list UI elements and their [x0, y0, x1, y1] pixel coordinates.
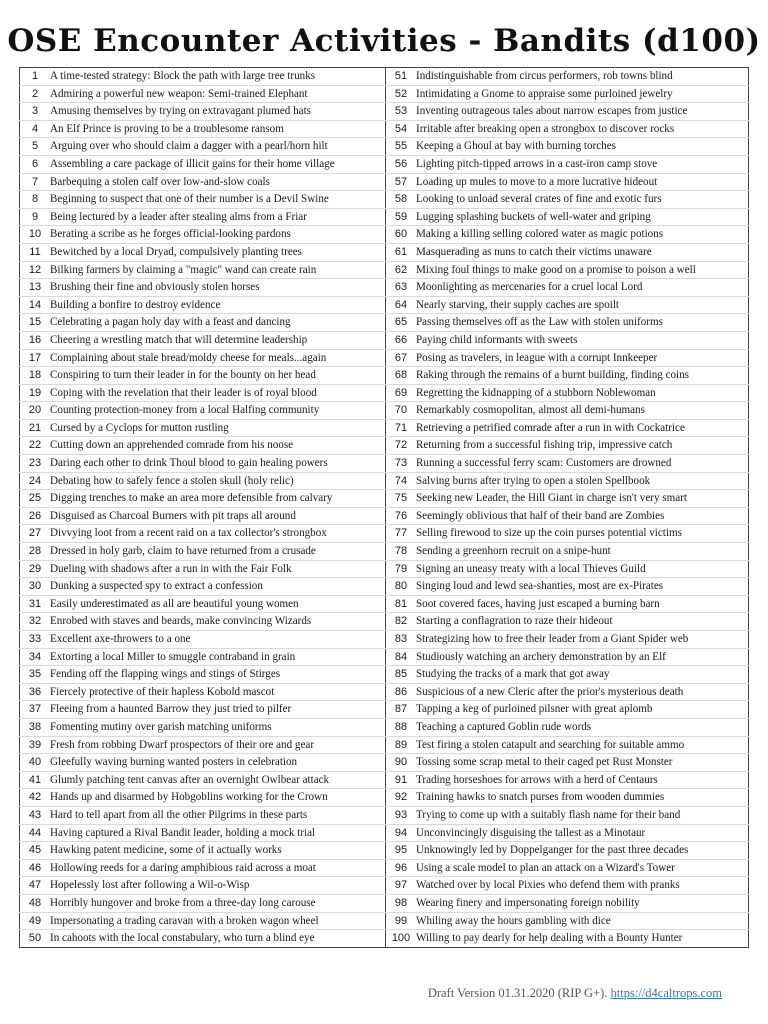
activity-text: Easily underestimated as all are beautiful young women	[50, 595, 386, 613]
roll-number: 63	[386, 279, 417, 297]
activity-text: Dueling with shadows after a run in with the Fair Folk	[50, 560, 386, 578]
roll-number: 96	[386, 859, 417, 877]
roll-number: 30	[20, 578, 51, 596]
table-row	[20, 842, 749, 860]
activity-text: Barbequing a stolen calf over low-and-slow coals	[50, 173, 386, 191]
roll-number: 10	[20, 226, 51, 244]
activity-text: Suspicious of a new Cleric after the prior's mysterious death	[416, 683, 749, 701]
table-row	[20, 120, 749, 138]
activity-text: Celebrating a pagan holy day with a feast and dancing	[50, 314, 386, 332]
activity-text: Indistinguishable from circus performers, rob towns blind	[416, 68, 749, 86]
activity-text: Daring each other to drink Thoul blood to gain healing powers	[50, 455, 386, 473]
page-title: OSE Encounter Activities - Bandits (d100)	[7, 23, 761, 59]
roll-number: 15	[20, 314, 51, 332]
roll-number: 46	[20, 859, 51, 877]
activity-text: Cursed by a Cyclops for mutton rustling	[50, 419, 386, 437]
roll-number: 57	[386, 173, 417, 191]
roll-number: 68	[386, 367, 417, 385]
activity-text: Counting protection-money from a local Halfing community	[50, 402, 386, 420]
roll-number: 26	[20, 507, 51, 525]
activity-text: Running a successful ferry scam: Customers are drowned	[416, 455, 749, 473]
activity-text: Sending a greenhorn recruit on a snipe-hunt	[416, 543, 749, 561]
table-row	[20, 912, 749, 930]
activity-text: Gleefully waving burning wanted posters in celebration	[50, 754, 386, 772]
activity-text: Digging trenches to make an area more defensible from calvary	[50, 490, 386, 508]
roll-number: 97	[386, 877, 417, 895]
activity-text: Glumly patching tent canvas after an overnight Owlbear attack	[50, 771, 386, 789]
activity-text: Intimidating a Gnome to appraise some purloined jewelry	[416, 85, 749, 103]
activity-text: Hawking patent medicine, some of it actually works	[50, 842, 386, 860]
activity-text: Bewitched by a local Dryad, compulsively planting trees	[50, 243, 386, 261]
activity-text: Irritable after breaking open a strongbox to discover rocks	[416, 120, 749, 138]
table-row	[20, 806, 749, 824]
roll-number: 81	[386, 595, 417, 613]
table-row	[20, 226, 749, 244]
table-row	[20, 648, 749, 666]
activity-text: Hard to tell apart from all the other Pilgrims in these parts	[50, 806, 386, 824]
roll-number: 9	[20, 208, 51, 226]
roll-number: 75	[386, 490, 417, 508]
roll-number: 58	[386, 191, 417, 209]
roll-number: 83	[386, 631, 417, 649]
roll-number: 98	[386, 894, 417, 912]
activity-text: Using a scale model to plan an attack on a Wizard's Tower	[416, 859, 749, 877]
activity-text: Retrieving a petrified comrade after a run in with Cockatrice	[416, 419, 749, 437]
activity-text: Selling firewood to size up the coin purses potential victims	[416, 525, 749, 543]
activity-text: Extorting a local Miller to smuggle contraband in grain	[50, 648, 386, 666]
roll-number: 44	[20, 824, 51, 842]
table-row	[20, 173, 749, 191]
table-row	[20, 419, 749, 437]
activity-text: Paying child informants with sweets	[416, 331, 749, 349]
activity-text: Building a bonfire to destroy evidence	[50, 296, 386, 314]
roll-number: 99	[386, 912, 417, 930]
table-row	[20, 930, 749, 948]
roll-number: 60	[386, 226, 417, 244]
activity-text: Hands up and disarmed by Hobgoblins working for the Crown	[50, 789, 386, 807]
activity-text: Disguised as Charcoal Burners with pit traps all around	[50, 507, 386, 525]
roll-number: 29	[20, 560, 51, 578]
roll-number: 20	[20, 402, 51, 420]
table-row	[20, 85, 749, 103]
table-row	[20, 701, 749, 719]
activity-text: Mixing foul things to make good on a promise to poison a well	[416, 261, 749, 279]
table-row	[20, 472, 749, 490]
roll-number: 86	[386, 683, 417, 701]
activity-text: Unknowingly led by Doppelganger for the past three decades	[416, 842, 749, 860]
roll-number: 93	[386, 806, 417, 824]
roll-number: 4	[20, 120, 51, 138]
activity-text: Debating how to safely fence a stolen skull (holy relic)	[50, 472, 386, 490]
roll-number: 24	[20, 472, 51, 490]
table-row	[20, 894, 749, 912]
roll-number: 77	[386, 525, 417, 543]
roll-number: 88	[386, 718, 417, 736]
roll-number: 49	[20, 912, 51, 930]
activity-text: Looking to unload several crates of fine and exotic furs	[416, 191, 749, 209]
activity-text: Whiling away the hours gambling with dice	[416, 912, 749, 930]
activity-text: Being lectured by a leader after stealing alms from a Friar	[50, 208, 386, 226]
roll-number: 25	[20, 490, 51, 508]
roll-number: 65	[386, 314, 417, 332]
roll-number: 51	[386, 68, 417, 86]
activity-text: Studiously watching an archery demonstration by an Elf	[416, 648, 749, 666]
roll-number: 19	[20, 384, 51, 402]
roll-number: 8	[20, 191, 51, 209]
activity-text: Moonlighting as mercenaries for a cruel local Lord	[416, 279, 749, 297]
activity-text: Brushing their fine and obviously stolen horses	[50, 279, 386, 297]
roll-number: 54	[386, 120, 417, 138]
table-row	[20, 771, 749, 789]
table-row	[20, 437, 749, 455]
table-row	[20, 68, 749, 86]
table-row	[20, 367, 749, 385]
roll-number: 89	[386, 736, 417, 754]
roll-number: 56	[386, 155, 417, 173]
table-row	[20, 595, 749, 613]
roll-number: 31	[20, 595, 51, 613]
activity-text: Starting a conflagration to raze their hideout	[416, 613, 749, 631]
roll-number: 1	[20, 68, 51, 86]
encounter-table	[19, 67, 749, 948]
table-row	[20, 613, 749, 631]
table-row	[20, 666, 749, 684]
activity-text: Fresh from robbing Dwarf prospectors of their ore and gear	[50, 736, 386, 754]
table-row	[20, 877, 749, 895]
roll-number: 41	[20, 771, 51, 789]
activity-text: Seeking new Leader, the Hill Giant in charge isn't very smart	[416, 490, 749, 508]
roll-number: 100	[386, 930, 417, 948]
roll-number: 79	[386, 560, 417, 578]
table-row	[20, 683, 749, 701]
activity-text: Having captured a Rival Bandit leader, holding a mock trial	[50, 824, 386, 842]
activity-text: Raking through the remains of a burnt building, finding coins	[416, 367, 749, 385]
table-row	[20, 384, 749, 402]
roll-number: 28	[20, 543, 51, 561]
activity-text: Teaching a captured Goblin rude words	[416, 718, 749, 736]
roll-number: 64	[386, 296, 417, 314]
activity-text: Fiercely protective of their hapless Kobold mascot	[50, 683, 386, 701]
roll-number: 14	[20, 296, 51, 314]
activity-text: Hollowing reeds for a daring amphibious raid across a moat	[50, 859, 386, 877]
roll-number: 33	[20, 631, 51, 649]
table-row	[20, 718, 749, 736]
activity-text: Cheering a wrestling match that will determine leadership	[50, 331, 386, 349]
roll-number: 67	[386, 349, 417, 367]
activity-text: Enrobed with staves and beards, make convincing Wizards	[50, 613, 386, 631]
activity-text: Coping with the revelation that their leader is of royal blood	[50, 384, 386, 402]
roll-number: 62	[386, 261, 417, 279]
table-row	[20, 789, 749, 807]
table-row	[20, 208, 749, 226]
table-row	[20, 754, 749, 772]
website-link[interactable]: https://d4caltrops.com	[610, 986, 722, 1000]
activity-text: Studying the tracks of a mark that got away	[416, 666, 749, 684]
activity-text: Hopelessly lost after following a Wil-o-Wisp	[50, 877, 386, 895]
activity-text: Watched over by local Pixies who defend them with pranks	[416, 877, 749, 895]
activity-text: Test firing a stolen catapult and searching for suitable ammo	[416, 736, 749, 754]
table-row	[20, 859, 749, 877]
roll-number: 90	[386, 754, 417, 772]
roll-number: 69	[386, 384, 417, 402]
activity-text: Signing an uneasy treaty with a local Thieves Guild	[416, 560, 749, 578]
activity-text: Returning from a successful fishing trip, impressive catch	[416, 437, 749, 455]
roll-number: 6	[20, 155, 51, 173]
activity-text: Masquerading as nuns to catch their victims unaware	[416, 243, 749, 261]
roll-number: 45	[20, 842, 51, 860]
activity-text: Arguing over who should claim a dagger with a pearl/horn hilt	[50, 138, 386, 156]
activity-text: Seemingly oblivious that half of their band are Zombies	[416, 507, 749, 525]
table-row	[20, 314, 749, 332]
activity-text: Willing to pay dearly for help dealing with a Bounty Hunter	[416, 930, 749, 948]
activity-text: Strategizing how to free their leader from a Giant Spider web	[416, 631, 749, 649]
roll-number: 94	[386, 824, 417, 842]
roll-number: 40	[20, 754, 51, 772]
activity-text: Cutting down an apprehended comrade from his noose	[50, 437, 386, 455]
roll-number: 74	[386, 472, 417, 490]
roll-number: 36	[20, 683, 51, 701]
activity-text: Amusing themselves by trying on extravagant plumed hats	[50, 103, 386, 121]
roll-number: 70	[386, 402, 417, 420]
roll-number: 16	[20, 331, 51, 349]
activity-text: Passing themselves off as the Law with stolen uniforms	[416, 314, 749, 332]
table-row	[20, 543, 749, 561]
roll-number: 80	[386, 578, 417, 596]
table-row	[20, 525, 749, 543]
activity-text: Dunking a suspected spy to extract a confession	[50, 578, 386, 596]
roll-number: 23	[20, 455, 51, 473]
roll-number: 53	[386, 103, 417, 121]
table-row	[20, 455, 749, 473]
activity-text: Bilking farmers by claiming a "magic" wand can create rain	[50, 261, 386, 279]
roll-number: 22	[20, 437, 51, 455]
activity-text: Making a killing selling colored water as magic potions	[416, 226, 749, 244]
activity-text: Trading horseshoes for arrows with a herd of Centaurs	[416, 771, 749, 789]
activity-text: Complaining about stale bread/moldy cheese for meals...again	[50, 349, 386, 367]
roll-number: 3	[20, 103, 51, 121]
activity-text: Admiring a powerful new weapon: Semi-trained Elephant	[50, 85, 386, 103]
roll-number: 27	[20, 525, 51, 543]
activity-text: Inventing outrageous tales about narrow escapes from justice	[416, 103, 749, 121]
roll-number: 21	[20, 419, 51, 437]
activity-text: Singing loud and lewd sea-shanties, most are ex-Pirates	[416, 578, 749, 596]
activity-text: A time-tested strategy: Block the path with large tree trunks	[50, 68, 386, 86]
roll-number: 55	[386, 138, 417, 156]
activity-text: Horribly hungover and broke from a three-day long carouse	[50, 894, 386, 912]
table-row	[20, 331, 749, 349]
activity-text: Salving burns after trying to open a stolen Spellbook	[416, 472, 749, 490]
table-row	[20, 243, 749, 261]
roll-number: 13	[20, 279, 51, 297]
activity-text: Unconvincingly disguising the tallest as a Minotaur	[416, 824, 749, 842]
roll-number: 95	[386, 842, 417, 860]
roll-number: 87	[386, 701, 417, 719]
activity-text: Lugging splashing buckets of well-water and griping	[416, 208, 749, 226]
roll-number: 52	[386, 85, 417, 103]
table-row	[20, 631, 749, 649]
roll-number: 85	[386, 666, 417, 684]
activity-text: Impersonating a trading caravan with a broken wagon wheel	[50, 912, 386, 930]
table-row	[20, 736, 749, 754]
roll-number: 61	[386, 243, 417, 261]
activity-text: Beginning to suspect that one of their number is a Devil Swine	[50, 191, 386, 209]
activity-text: Dressed in holy garb, claim to have returned from a crusade	[50, 543, 386, 561]
activity-text: Regretting the kidnapping of a stubborn Noblewoman	[416, 384, 749, 402]
roll-number: 78	[386, 543, 417, 561]
table-row	[20, 578, 749, 596]
activity-text: Soot covered faces, having just escaped a burning barn	[416, 595, 749, 613]
table-row	[20, 261, 749, 279]
table-row	[20, 507, 749, 525]
activity-text: Lighting pitch-tipped arrows in a cast-iron camp stove	[416, 155, 749, 173]
roll-number: 7	[20, 173, 51, 191]
activity-text: Berating a scribe as he forges official-looking pardons	[50, 226, 386, 244]
activity-text: Tossing some scrap metal to their caged pet Rust Monster	[416, 754, 749, 772]
roll-number: 11	[20, 243, 51, 261]
activity-text: Trying to come up with a suitably flash name for their band	[416, 806, 749, 824]
roll-number: 2	[20, 85, 51, 103]
table-row	[20, 560, 749, 578]
activity-text: Assembling a care package of illicit gains for their home village	[50, 155, 386, 173]
activity-text: Fomenting mutiny over garish matching uniforms	[50, 718, 386, 736]
activity-text: Tapping a keg of purloined pilsner with great aplomb	[416, 701, 749, 719]
roll-number: 34	[20, 648, 51, 666]
roll-number: 38	[20, 718, 51, 736]
roll-number: 82	[386, 613, 417, 631]
roll-number: 71	[386, 419, 417, 437]
footer	[428, 986, 722, 1001]
roll-number: 43	[20, 806, 51, 824]
activity-text: An Elf Prince is proving to be a troublesome ransom	[50, 120, 386, 138]
roll-number: 73	[386, 455, 417, 473]
table-row	[20, 138, 749, 156]
roll-number: 37	[20, 701, 51, 719]
table-row	[20, 103, 749, 121]
activity-text: Excellent axe-throwers to a one	[50, 631, 386, 649]
activity-text: Loading up mules to move to a more lucrative hideout	[416, 173, 749, 191]
activity-text: Posing as travelers, in league with a corrupt Innkeeper	[416, 349, 749, 367]
roll-number: 72	[386, 437, 417, 455]
table-row	[20, 824, 749, 842]
roll-number: 66	[386, 331, 417, 349]
roll-number: 84	[386, 648, 417, 666]
roll-number: 92	[386, 789, 417, 807]
roll-number: 76	[386, 507, 417, 525]
roll-number: 47	[20, 877, 51, 895]
roll-number: 48	[20, 894, 51, 912]
table-row	[20, 402, 749, 420]
roll-number: 17	[20, 349, 51, 367]
table-row	[20, 279, 749, 297]
roll-number: 39	[20, 736, 51, 754]
activity-text: Fleeing from a haunted Barrow they just tried to pilfer	[50, 701, 386, 719]
activity-text: Conspiring to turn their leader in for the bounty on her head	[50, 367, 386, 385]
roll-number: 12	[20, 261, 51, 279]
roll-number: 91	[386, 771, 417, 789]
activity-text: Divvying loot from a recent raid on a tax collector's strongbox	[50, 525, 386, 543]
activity-text: Remarkably cosmopolitan, almost all demi-humans	[416, 402, 749, 420]
roll-number: 50	[20, 930, 51, 948]
roll-number: 35	[20, 666, 51, 684]
table-row	[20, 155, 749, 173]
roll-number: 18	[20, 367, 51, 385]
activity-text: Wearing finery and impersonating foreign nobility	[416, 894, 749, 912]
version-note: Draft Version 01.31.2020 (RIP G+).	[427, 986, 608, 1000]
roll-number: 32	[20, 613, 51, 631]
table-row	[20, 296, 749, 314]
table-row	[20, 191, 749, 209]
table-row	[20, 490, 749, 508]
activity-text: In cahoots with the local constabulary, who turn a blind eye	[50, 930, 386, 948]
activity-text: Training hawks to snatch purses from wooden dummies	[416, 789, 749, 807]
table-row	[20, 349, 749, 367]
roll-number: 42	[20, 789, 51, 807]
roll-number: 5	[20, 138, 51, 156]
roll-number: 59	[386, 208, 417, 226]
activity-text: Fending off the flapping wings and stings of Stirges	[50, 666, 386, 684]
activity-text: Nearly starving, their supply caches are spoilt	[416, 296, 749, 314]
activity-text: Keeping a Ghoul at bay with burning torches	[416, 138, 749, 156]
